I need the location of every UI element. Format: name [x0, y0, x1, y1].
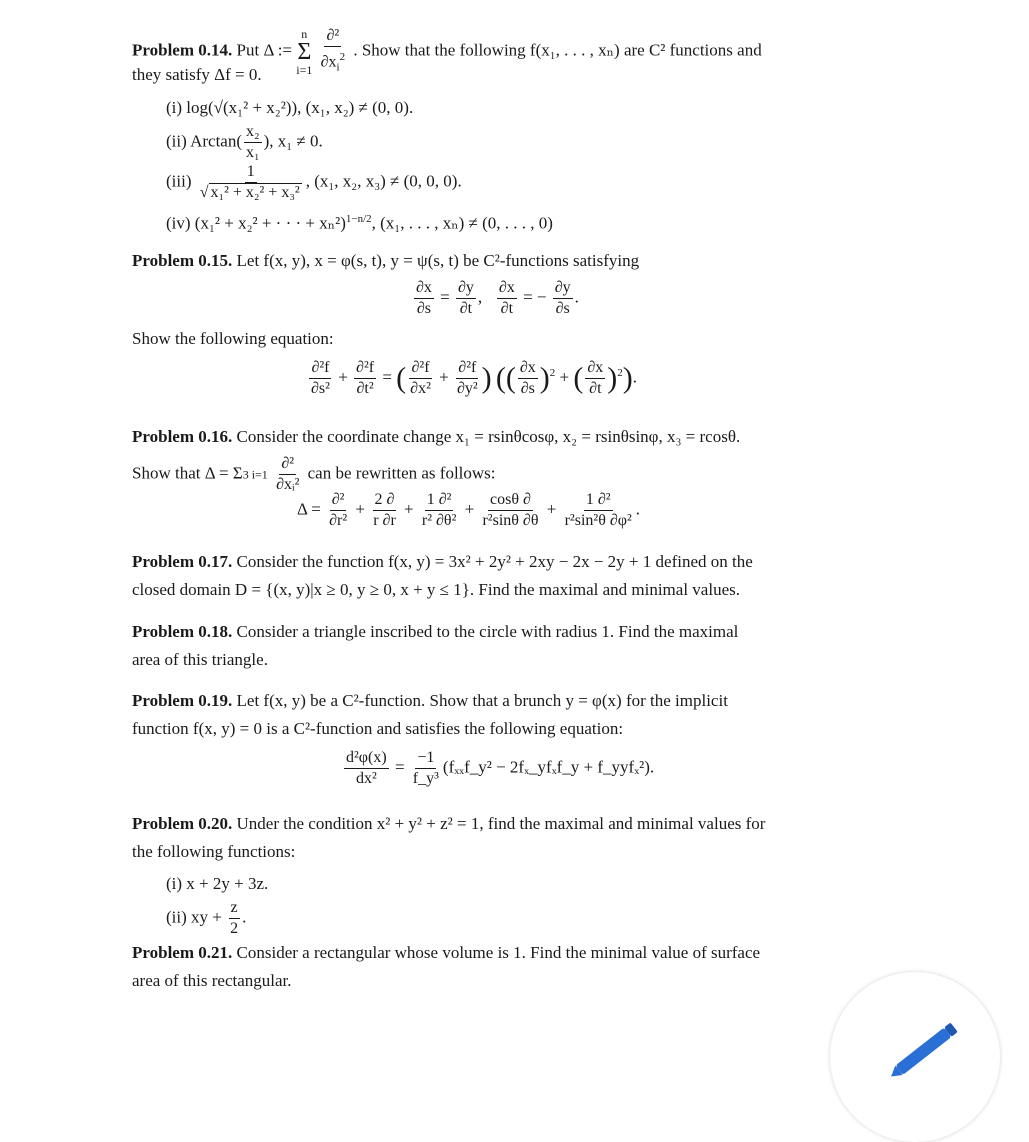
p21-label: Problem 0.21.: [132, 943, 233, 962]
p18-label: Problem 0.18.: [132, 622, 233, 641]
p14-sum-top: n: [301, 26, 308, 41]
p20-line1-text: Under the condition x² + y² + z² = 1, find the maximal and minimal values for: [236, 814, 766, 833]
p15-r2-den: ∂y²: [456, 380, 478, 397]
p21-line2: area of this rectangular.: [132, 971, 292, 990]
p16-line2-post: can be rewritten as follows:: [307, 463, 496, 483]
p14-frac-num: ∂²: [324, 26, 341, 47]
p20-ii-den: 2: [230, 920, 239, 937]
p14-iii-post: , (x₁, x₂, x₃) ≠ (0, 0, 0).: [305, 171, 462, 191]
p18-line1-text: Consider a triangle inscribed to the circle with radius 1. Find the maximal: [236, 622, 739, 641]
p14-label: Problem 0.14.: [132, 40, 233, 60]
p16-f4-num: cosθ ∂: [488, 490, 533, 511]
p14-item-iv: [166, 208, 553, 235]
p16-line1: [132, 426, 740, 448]
p19-rhs-num: −1: [415, 748, 436, 769]
p15-text: Let f(x, y), x = φ(s, t), y = ψ(s, t) be C²-functions satisfying: [236, 251, 640, 270]
p14-after: . Show that the following f(x₁, . . . , xₙ) are C² functions and: [353, 40, 762, 60]
p19-line1-text: Let f(x, y) be a C²-function. Show that a brunch y = φ(x) for the implicit: [236, 691, 728, 710]
p15-label: Problem 0.15.: [132, 251, 233, 270]
p15-eq-d-num: ∂y: [553, 278, 573, 299]
p14-iv-post: , (x₁, . . . , xₙ) ≠ (0, . . . , 0): [371, 213, 553, 233]
p17-label: Problem 0.17.: [132, 552, 233, 571]
p14-ii-num: x₂: [244, 122, 262, 143]
p19-equation: $\frac{\text{d²φ(x)}}{\text{dx²}}$ = $\frac{-1}{\text{f\_y³}}$ (fₓₓf_y² − 2fₓ_yfₓf_y + f_yyfₓ²).: [346, 749, 655, 787]
p15-l1-num: ∂²f: [309, 358, 331, 379]
p19-rhs-post: (fₓₓf_y² − 2fₓ_yfₓf_y + f_yyfₓ²).: [442, 757, 655, 777]
p17-line1: [132, 551, 753, 573]
p16-f5-den: r²sin²θ ∂φ²: [564, 512, 632, 529]
p14-iii-pre: (iii): [166, 171, 192, 191]
p15-eq-c-den: ∂t: [500, 300, 514, 317]
p15-l1-den: ∂s²: [311, 380, 330, 397]
p17-line1-text: Consider the function f(x, y) = 3x² + 2y² + 2xy − 2x − 2y + 1 defined on the: [236, 552, 753, 571]
p16-laplacian-equation: Δ = $\frac{\text{∂²}}{\text{∂r²}}$ + $\frac{2 \partial}{r \partial r}$ + $\frac{\text{1 ∂²}}{\text{r² ∂θ²}}$ + $\frac{\cos\theta \partial}{\text{r²sinθ ∂θ}}$ + $\frac{\text{1 ∂²}}{\text{r²sin²θ ∂φ²}}$ .: [297, 491, 641, 529]
p14-iv-exp: 1−n/2: [345, 213, 372, 225]
p20-line1: [132, 813, 765, 835]
p15-r1-den: ∂x²: [410, 380, 431, 397]
p15-r4-den: ∂t: [589, 380, 602, 397]
p16-f2-den: r ∂r: [373, 512, 396, 529]
p16-line2-lim: 3 i=1: [242, 467, 268, 482]
p16-line2-frac-den: ∂xᵢ²: [276, 476, 300, 493]
p15-cauchy-riemann-eq: $\frac{\partial x}{\partial s}$ = $\frac{\partial y}{\partial t}$ , $\frac{\partial x}{\partial t}$ = − $\frac{\partial y}{\partial s}$ .: [416, 279, 579, 317]
p20-ii-num: z: [229, 898, 240, 919]
p15-r4-num: ∂x: [585, 358, 605, 379]
p20-ii-pre: (ii) xy +: [166, 907, 222, 927]
p15-r2-num: ∂²f: [456, 358, 478, 379]
p16-line2-pre: Show that Δ = Σ: [132, 463, 243, 483]
p16-f3-den: r² ∂θ²: [421, 512, 457, 529]
p15-r1-num: ∂²f: [409, 358, 431, 379]
p14-item-iii: [166, 162, 462, 203]
p17-line2: closed domain D = {(x, y)|x ≥ 0, y ≥ 0, x + y ≤ 1}. Find the maximal and minimal values.: [132, 580, 740, 599]
pen-icon: [880, 1020, 970, 1080]
p16-line2: [132, 454, 496, 495]
p14-sum-bottom: i=1: [296, 62, 313, 77]
p15-eq-c-num: ∂x: [497, 278, 517, 299]
p14-item-i: (i) log(√(x₁² + x₂²)), (x₁, x₂) ≠ (0, 0).: [166, 98, 414, 117]
p18-line2: area of this triangle.: [132, 650, 268, 669]
p20-label: Problem 0.20.: [132, 814, 233, 833]
p20-item-i: (i) x + 2y + 3z.: [166, 874, 269, 893]
p16-f1-num: ∂²: [330, 490, 347, 511]
p16-f3-num: 1 ∂²: [425, 490, 454, 511]
p15-eq-b-den: ∂t: [459, 300, 473, 317]
p14-frac: [319, 26, 347, 78]
p14-put: Put Δ :=: [236, 40, 292, 60]
p15-eq-a-num: ∂x: [414, 278, 434, 299]
p20-item-ii: [166, 898, 246, 939]
p16-f1-den: ∂r²: [329, 512, 348, 529]
p15-eq-d-den: ∂s: [555, 300, 570, 317]
p15-r3-den: ∂s: [520, 380, 535, 397]
p14-ii-frac: [244, 122, 262, 163]
p14-iii-den: √ x₁² + x₂² + x₃²: [199, 184, 300, 201]
p14-frac-den-sup: 2: [339, 51, 346, 63]
p21-line1-text: Consider a rectangular whose volume is 1. Find the minimal value of surface: [236, 943, 761, 962]
p16-f5-num: 1 ∂²: [584, 490, 613, 511]
p14-iv-text: (iv) (x₁² + x₂² + · · · + xₙ²): [166, 213, 346, 233]
p14-sum: [296, 28, 312, 76]
p15-r3-num: ∂x: [518, 358, 538, 379]
p16-f2-num: 2 ∂: [373, 490, 397, 511]
p14-ii-pre: (ii) Arctan(: [166, 131, 242, 151]
p14-frac-den: $\partial x_i^2$: [320, 51, 346, 74]
p16-label: Problem 0.16.: [132, 427, 233, 446]
p14-frac-den-sub: i: [336, 61, 340, 74]
p16-line2-frac-num: ∂²: [279, 454, 296, 475]
p15-l2-den: ∂t²: [356, 380, 374, 397]
p19-lhs-den: dx²: [355, 770, 377, 787]
p19-label: Problem 0.19.: [132, 691, 233, 710]
p20-ii-post: .: [242, 907, 247, 927]
p16-f4-den: r²sinθ ∂θ: [482, 512, 539, 529]
p15-main-equation: $\frac{\text{∂²f}}{\text{∂s²}}$ + $\frac{\text{∂²f}}{\text{∂t²}}$ = ( $\frac{\text{∂²f}}{\text{∂x²}}$ + $\frac{\text{∂²f}}{\text{∂y²}}$ ) (( $\frac{\partial x}{\partial s}$ )$^2$ + ( $\frac{\partial x}{\partial t}$ )$^2$).: [311, 359, 638, 397]
p15-l2-num: ∂²f: [354, 358, 376, 379]
p19-lhs-num: d²φ(x): [344, 748, 389, 769]
p14-iii-frac: [198, 162, 304, 203]
p14-ii-post: ), x₁ ≠ 0.: [263, 131, 323, 151]
p14-iii-num: 1: [245, 162, 257, 183]
p20-line2: the following functions:: [132, 842, 296, 861]
p14-ii-den: x₁: [246, 144, 260, 161]
p19-line1: [132, 690, 728, 712]
p15-show: Show the following equation:: [132, 329, 334, 348]
p16-text: Consider the coordinate change x₁ = rsinθcosφ, x₂ = rsinθsinφ, x₃ = rcosθ.: [236, 427, 741, 446]
p15-line1: [132, 250, 639, 272]
p21-line1: [132, 942, 760, 964]
p18-line1: [132, 621, 738, 643]
p19-line2: function f(x, y) = 0 is a C²-function and satisfies the following equation:: [132, 719, 624, 738]
sigma-icon: Σ: [297, 38, 312, 65]
p15-eq-a-den: ∂s: [416, 300, 432, 317]
p14-line2: they satisfy Δf = 0.: [132, 65, 262, 84]
p19-rhs-den: f_y³: [412, 770, 439, 787]
p15-eq-b-num: ∂y: [456, 278, 476, 299]
p14-item-ii: [166, 122, 323, 163]
